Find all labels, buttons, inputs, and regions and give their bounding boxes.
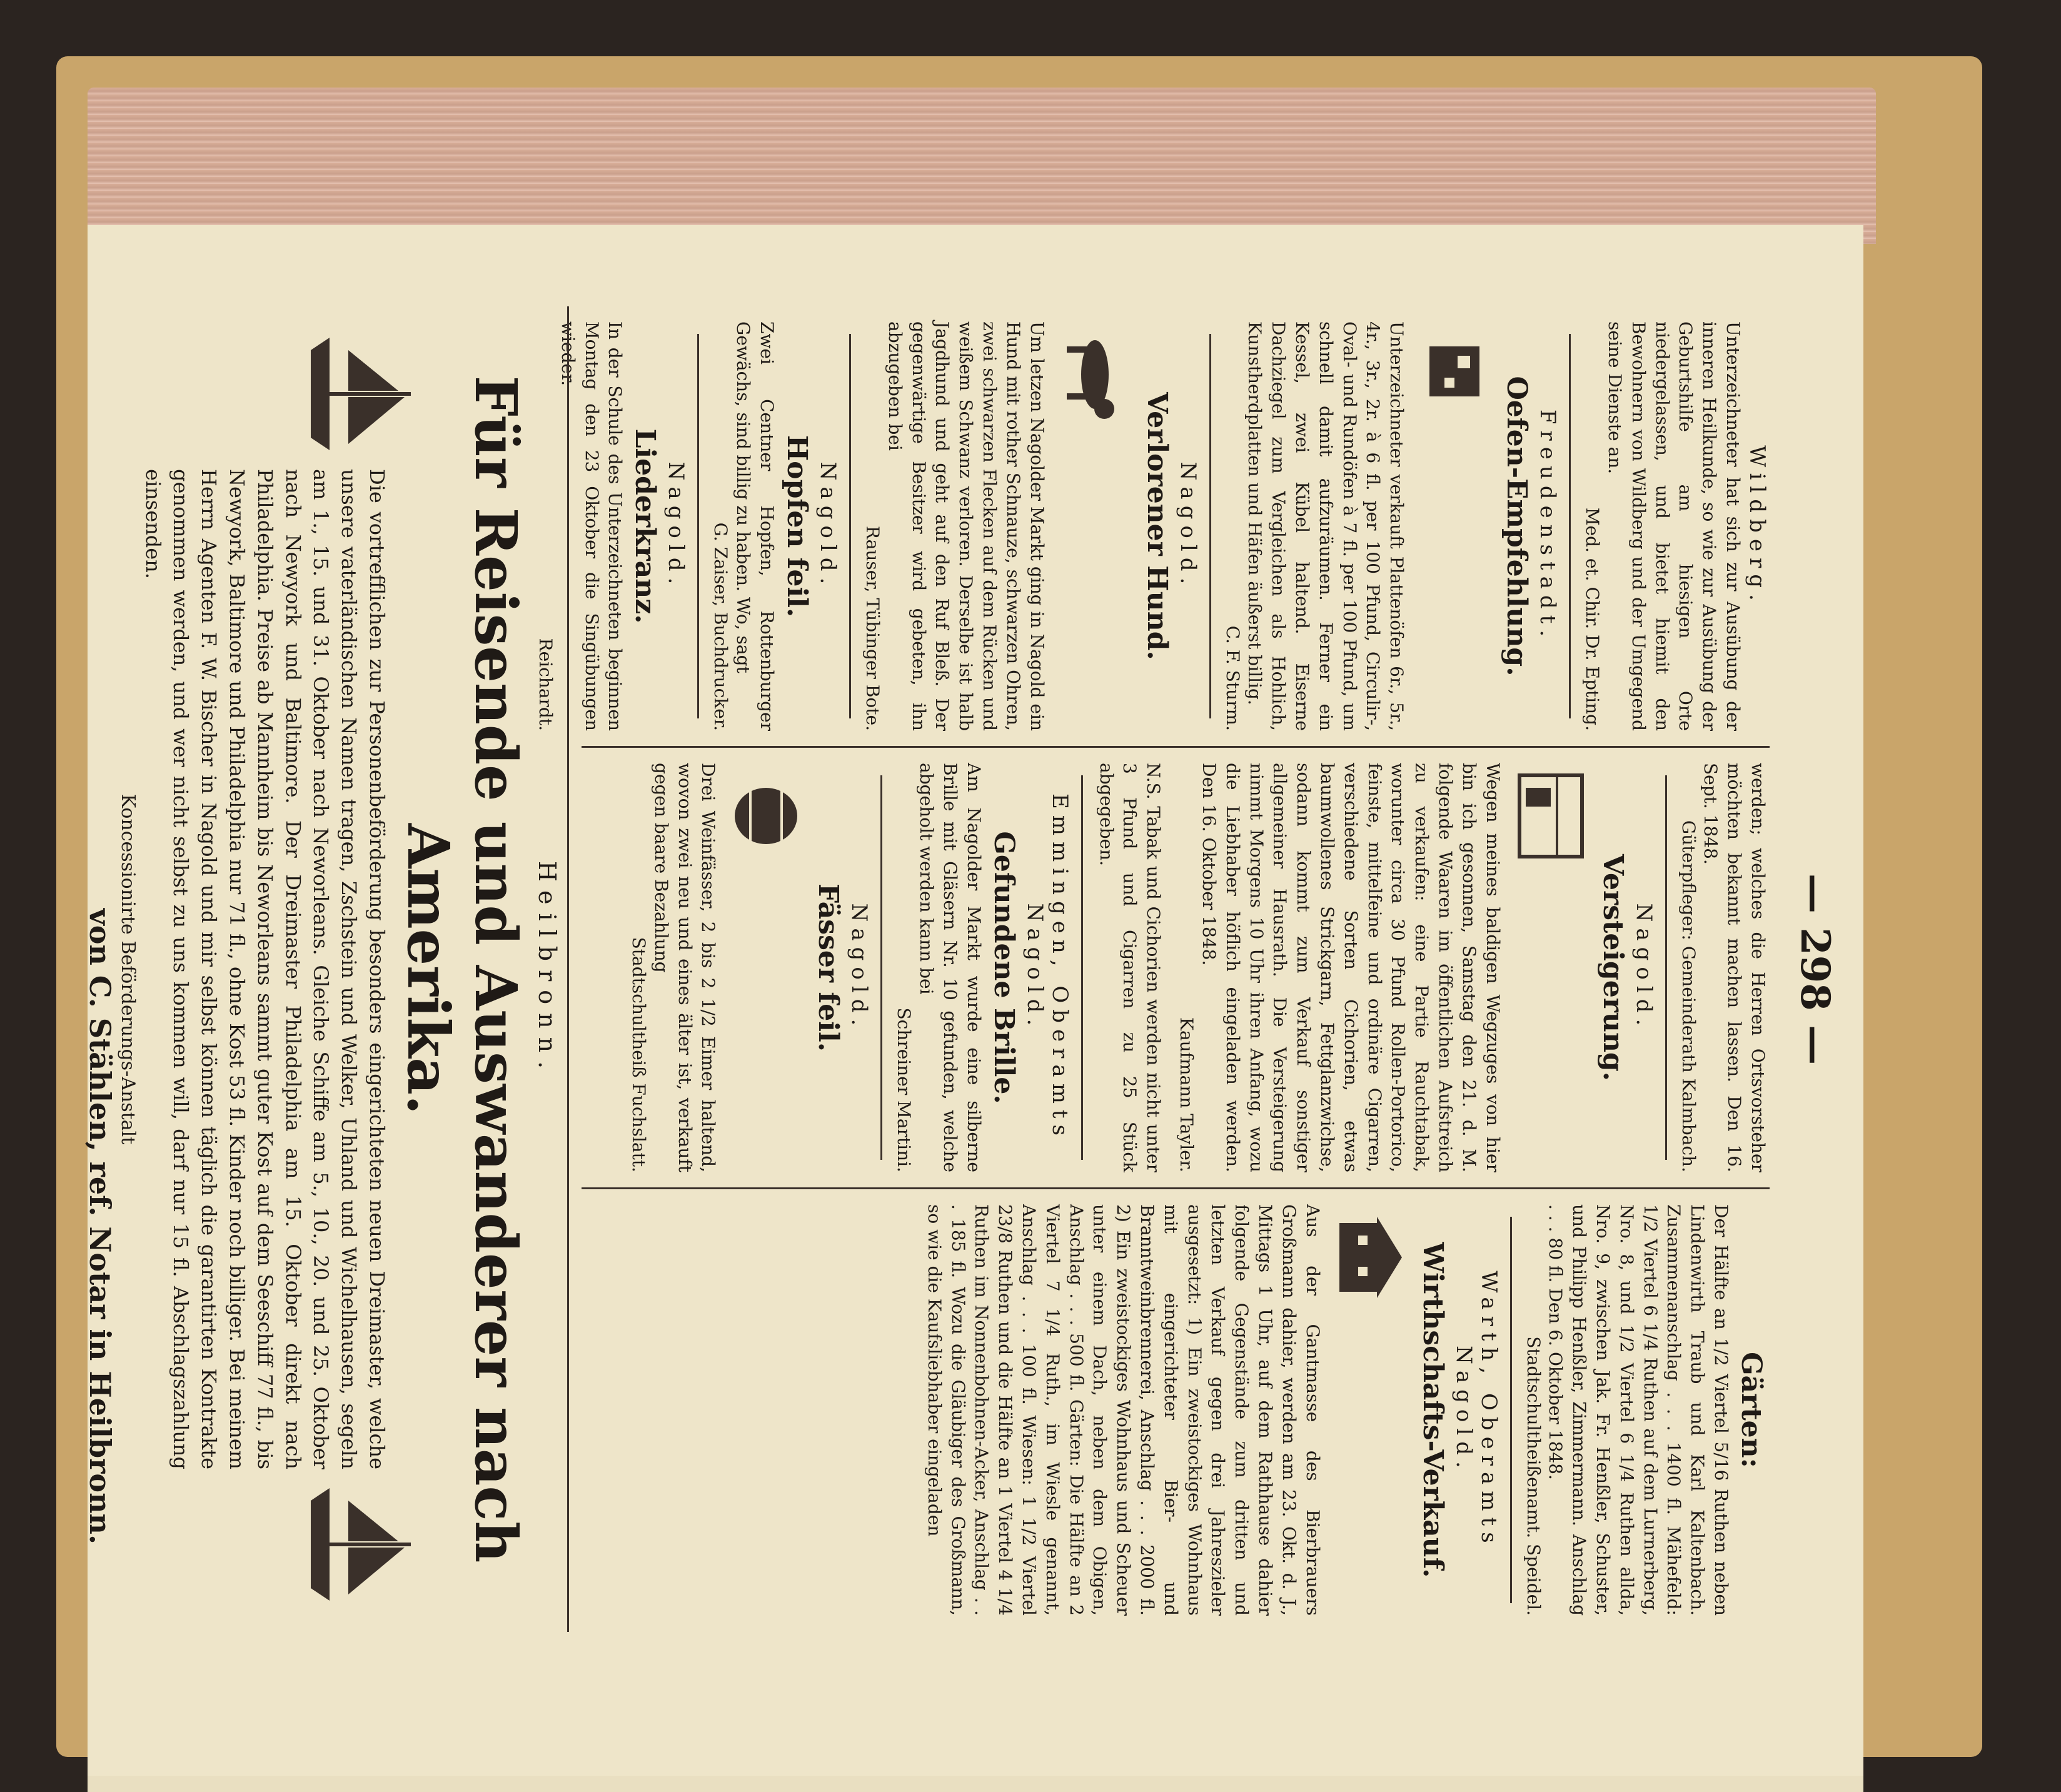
notice-heading: Gefundene Brille.	[987, 831, 1020, 1104]
rotated-page-content	[83, 281, 1851, 1657]
notice-heading: Oefen-Empfehlung.	[1501, 376, 1533, 677]
notice-brille	[894, 763, 1072, 1172]
column-2	[582, 748, 1770, 1189]
emigration-body: Die vortrefflichen zur Personenbeförderung besonders eingerichteten neuen Dreimaster, welche unsere vaterländischen Namen tragen, Zschstein und Welker, Uhland und Wichelhausen, segeln am 1., 15. und 31. Oktober nach Neworleans. Gleiche Schiffe am 5., 10., 20. und 25. Oktober nach Newyork und Baltimore. Der Dreimaster Philadelphia am 15. Oktober direkt nach Philadelphia. Preise ab Mannheim bis Neworleans sammt guter Kost auf dem Seeschiff 77 fl., bis Newyork, Baltimore und Philadelphia nur 71 fl., ohne Kost 53 fl. Kinder noch billiger. Bei meinem Herrn Agenten F. W. Bischer in Nagold und mir selbst können täglich die garantirten Kontrakte genommen werden, und wer nicht selbst zu uns kommen will, darf nur 15 fl. Abschlagszahlung einsenden.	[141, 469, 389, 1469]
stove-illustration	[1417, 321, 1492, 428]
notice-gaerten	[1523, 1204, 1767, 1616]
notice-town: Nagold.	[815, 461, 841, 591]
divider	[1569, 334, 1571, 718]
notice-signature: Stadtschultheißenamt. Speidel.	[1523, 1336, 1544, 1616]
notice-body: Unterzeichneter hat sich zur Ausübung der inneren Heilkunde, so wie zur Ausübung der Geburtshilfe am hiesigen Orte niedergelassen, und bietet hiemit den Bewohnern von Wildberg und der Umgegend seine Dienste an.	[1605, 321, 1743, 731]
notice-signature: Kaufmann Tayler.	[1176, 1017, 1197, 1172]
barrel-illustration	[728, 763, 804, 869]
emigration-notice	[83, 306, 569, 1632]
notice-oefen	[1222, 321, 1561, 731]
notice-body: In der Schule des Unterzeichneten beginnen Montag den 23 Oktober die Singübungen wieder.	[557, 321, 626, 731]
dog-illustration	[1057, 321, 1132, 428]
notice-body: Der Hälfte an 1/2 Viertel 5/16 Ruthen neben Lindenwirth Traub und Karl Kaltenbach. Zusammenanschlag . . . 1400 fl. Mähefeld: 1/2 Viertel 6 1/4 Ruthen auf dem Lurnerberg, Nro. 8, und 1/2 Viertel 6 1/4 Ruthen allda, Nro. 9, zwischen Jak. Fr. Henßler, Schuster, und Philipp Henßler, Zimmermann. Anschlag . . . 80 fl. Den 6. Oktober 1848.	[1545, 1204, 1731, 1616]
notice-heading: Liederkranz.	[629, 428, 662, 624]
divider	[1209, 334, 1211, 718]
notice-hopfen	[710, 321, 840, 731]
notice-signature: G. Zaiser, Buchdrucker.	[710, 522, 732, 731]
notice-heading: Fässer feil.	[812, 883, 845, 1052]
notice-heading: Wirthschafts-Verkauf.	[1416, 1242, 1449, 1578]
notice-heading: Hopfen feil.	[781, 435, 814, 618]
notice-town: Nagold.	[663, 461, 689, 591]
emigration-town: Heilbronn.	[533, 860, 561, 1078]
notice-body: Um letzen Nagolder Markt ging in Nagold ein Hund mit rother Schnauze, schwarzen Ohren, zwei schwarzen Flecken auf dem Rücken und weißem Schwanz verloren. Derselbe ist halb Jagdhund und geht auf den Ruf Bleß. Der gegenwärtige Besitzer wird gebeten, ihn abzugeben bei	[884, 321, 1047, 731]
ship-illustration	[298, 1476, 423, 1613]
notice-town: Nagold.	[847, 903, 872, 1032]
divider	[1081, 775, 1083, 1160]
notice-faesser	[628, 763, 872, 1172]
emigration-title: Für Reisende und Auswanderer nach Amerika.	[395, 375, 530, 1563]
emigration-closing: Koncessionirte Beförderungs-Anstalt	[116, 793, 139, 1145]
house-illustration	[1333, 1204, 1408, 1311]
notice-hund	[862, 321, 1201, 731]
shop-illustration	[1513, 763, 1588, 869]
notice-wirthschaft	[922, 1204, 1501, 1616]
notice-town: Freudenstadt.	[1535, 409, 1561, 643]
notice-town: Emmingen, Oberamts Nagold.	[1022, 793, 1072, 1142]
notice-signature: Güterpfleger: Gemeinderath Kalmbach.	[1678, 820, 1699, 1172]
notice-heading: Versteigerung.	[1596, 853, 1629, 1082]
divider	[1665, 775, 1667, 1160]
ship-illustration	[298, 325, 423, 463]
notice-body: Unterzeichneter verkauft Plattenöfen 6r., 5r., 4r., 3r., 2r. à 6 fl. per 100 Pfund, Circulir-, Oval- und Rundöfen à 7 fl. per 100 Pfund, um schnell damit aufzuräumen. Ferner ein Kessel, zwei Kübel haltend. Eiserne Dachziegel zum Vergleichen als Hohlich, Kunstherdplatten und Häfen äußerst billig.	[1244, 321, 1408, 731]
divider	[697, 334, 699, 718]
notice-signature: Schreiner Martini.	[894, 1007, 915, 1172]
divider	[849, 334, 851, 718]
notice-signature: C. F. Sturm.	[1222, 625, 1243, 731]
notice-postscript	[1094, 763, 1165, 1172]
page-number: — 298 —	[1791, 873, 1838, 1065]
notice-body: Drei Weinfässer, 2 bis 2 1/2 Eimer haltend, wovon zwei neu und eines älter ist, verkauft gegen baare Bezahlung	[650, 763, 719, 1172]
emigration-signature: von C. Stählen, ref. Notar in Heilbronn.	[83, 909, 117, 1544]
column-1	[535, 306, 1770, 748]
notice-signature: Reichardt.	[535, 638, 557, 731]
notice-signature: Med. et. Chir. Dr. Epting.	[1582, 507, 1603, 731]
divider	[880, 775, 882, 1160]
notice-town: Wildberg.	[1745, 445, 1770, 607]
notice-continuation	[1678, 763, 1770, 1172]
notice-town: Warth, Oberamts Nagold.	[1451, 1271, 1501, 1549]
divider	[1510, 1217, 1512, 1603]
notice-signature: Stadtschultheiß Fuchslatt.	[628, 937, 650, 1172]
column-3	[582, 1189, 1770, 1631]
page-edges	[88, 88, 1876, 244]
notice-signature: Rauser, Tübinger Bote.	[862, 525, 884, 731]
notice-body: Aus der Gantmasse des Bierbrauers Großmann dahier, werden am 23. Okt. d. J., Mittags 1 Uhr, auf dem Rathhause dahier folgende Gegenstände zum dritten und letzten Verkauf gegen drei Jahreszieler ausgesetzt: 1) Ein zweistockiges Wohnhaus mit eingerichteter Bier- und Branntweinbrennerei, Anschlag . . . 2000 fl. 2) Ein zweistockiges Wohnhaus und Scheuer unter einem Dach, neben dem Obigen, Anschlag . . . 500 fl. Gärten: Die Hälfte an 2 Viertel 7 1/4 Ruth., im Wiesle genannt, Anschlag . . . 100 fl. Wiesen: 1 1/2 Viertel 23/8 Ruthen und die Hälfte an 1 Viertel 4 1/4 Ruthen im Nonnenbohnen-Acker, Anschlag . . . 185 fl. Wozu die Gläubiger des Großmann, so wie die Kaufsliebhaber eingeladen	[924, 1204, 1323, 1616]
notice-body: Zwei Centner Hopfen, Rottenburger Gewächs, sind billig zu haben. Wo, sagt	[733, 321, 778, 731]
notice-heading: Gärten:	[1735, 1352, 1767, 1468]
notice-body: N.S. Tabak und Cichorien werden nicht unter 3 Pfund und Cigarren zu 25 Stück abgegeben.	[1096, 763, 1164, 1172]
notice-versteigerung	[1176, 763, 1656, 1172]
notice-wildberg	[1582, 321, 1770, 731]
notice-town: Nagold.	[1631, 903, 1656, 1032]
notice-heading: Verlorener Hund.	[1141, 392, 1173, 660]
notice-town: Nagold.	[1175, 461, 1201, 591]
notice-body: Wegen meines baldigen Wegzuges von hier bin ich gesonnen, Samstag den 21. d. M. folgende Waaren im öffentlichen Aufstreich zu verkaufen: eine Partie Rauchtabak, worunter circa 30 Pfund Rollen-Portorico, feinste, mittelfeine und ordinäre Cigarren, verschiedene Sorten Cichorien, etwas baumwollenes Strickgarn, Fettglanzwichse, sodann kommt zum Verkauf sonstiger allgemeiner Hausrath. Die Versteigerung nimmt Morgens 10 Uhr ihren Anfang, wozu die Liebhaber höflich eingeladen werden. Den 16. Oktober 1848.	[1199, 763, 1503, 1172]
notice-body: werden; welches die Herren Ortsvorsteher möchten bekannt machen lassen. Den 16. Sept. 1848.	[1700, 763, 1768, 1172]
newspaper-page	[83, 225, 1863, 1776]
notice-body: Am Nagolder Markt wurde eine silberne Brille mit Gläsern Nr. 10 gefunden, welche abgeholt werden kann bei	[916, 763, 984, 1172]
